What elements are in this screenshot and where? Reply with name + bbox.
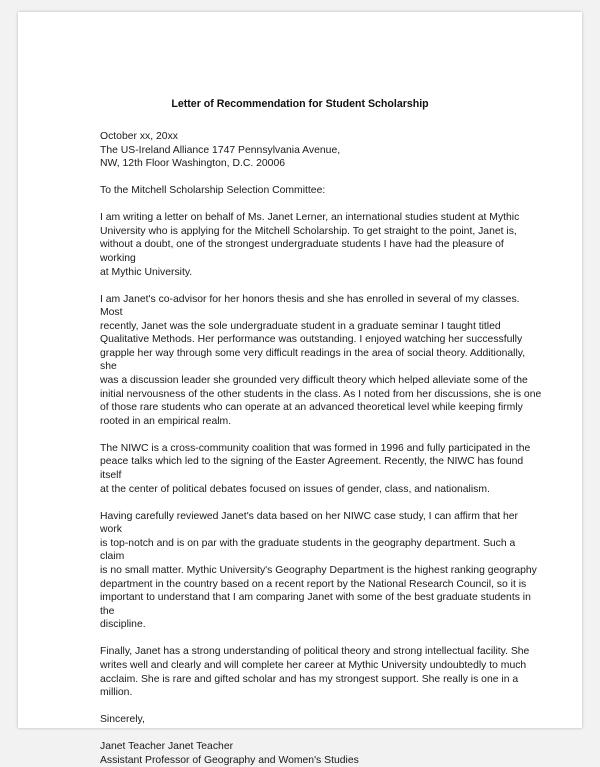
document-page bbox=[18, 12, 582, 766]
letter-body bbox=[100, 96, 542, 767]
text-line: important to understand that I am comparing Janet with some of the best graduate students in the bbox=[100, 592, 531, 617]
paragraph-4 bbox=[100, 510, 542, 632]
text-line: Finally, Janet has a strong understanding of political theory and strong intellectual facility. She bbox=[100, 646, 530, 658]
text-line: Qualitative Methods. Her performance was outstanding. I enjoyed watching her successfully bbox=[100, 334, 523, 346]
text-line: at the center of political debates focused on issues of gender, class, and nationalism. bbox=[100, 483, 490, 495]
paragraph-5 bbox=[100, 645, 542, 699]
text-line: I am Janet's co-advisor for her honors thesis and she has enrolled in several of my classes. Most bbox=[100, 293, 520, 319]
address-block bbox=[100, 130, 542, 171]
text-line: grapple her way through some very difficult readings in the area of social theory. Additionally, she bbox=[100, 347, 526, 373]
signature-name: Janet Teacher Janet Teacher bbox=[100, 741, 234, 753]
text-line: I am writing a letter on behalf of Ms. Janet Lerner, an international studies student at Mythic bbox=[100, 212, 520, 224]
paragraph-3 bbox=[100, 442, 542, 496]
paragraph-1 bbox=[100, 211, 542, 279]
text-line: recently, Janet was the sole undergraduate student in a graduate seminar I taught titled bbox=[100, 320, 501, 332]
text-line: is no small matter. Mythic University's Geography Department is the highest ranking geography bbox=[100, 564, 537, 576]
signature-block bbox=[100, 740, 542, 767]
text-line: is top-notch and is on par with the graduate students in the geography department. Such a claim bbox=[100, 537, 516, 563]
text-line: of those rare students who can operate at an advanced theoretical level while keeping firmly bbox=[100, 402, 523, 414]
text-line: peace talks which led to the signing of the Easter Agreement. Recently, the NIWC has found itself bbox=[100, 456, 524, 482]
address-line: NW, 12th Floor Washington, D.C. 20006 bbox=[100, 158, 286, 170]
letter-title: Letter of Recommendation for Student Scholarship bbox=[171, 98, 429, 110]
text-line: acclaim. She is rare and gifted scholar and has my strongest support. She really is one in a bbox=[100, 673, 519, 685]
text-line: rooted in an empirical realm. bbox=[100, 415, 232, 427]
text-line: discipline. bbox=[100, 619, 146, 631]
text-line: The NIWC is a cross-community coalition that was formed in 1996 and fully participated in the bbox=[100, 442, 531, 454]
salutation: To the Mitchell Scholarship Selection Committee: bbox=[100, 185, 326, 197]
closing: Sincerely, bbox=[100, 714, 145, 726]
text-line: University who is applying for the Mitchell Scholarship. To get straight to the point, Janet is, bbox=[100, 225, 517, 237]
address-line: The US-Ireland Alliance 1747 Pennsylvania Avenue, bbox=[100, 144, 341, 156]
text-line: department in the country based on a recent report by the National Research Council, so it is bbox=[100, 578, 527, 590]
text-line: initial nervousness of the other students in the class. As I noted from her discussions, she is one bbox=[100, 388, 542, 400]
text-line: at Mythic University. bbox=[100, 266, 193, 278]
signature-title: Assistant Professor of Geography and Women's Studies bbox=[100, 754, 359, 766]
text-line: was a discussion leader she grounded very difficult theory which helped alleviate some of the bbox=[100, 375, 528, 387]
text-line: without a doubt, one of the strongest undergraduate students I have had the pleasure of working bbox=[100, 239, 504, 264]
paragraph-2 bbox=[100, 293, 542, 429]
text-line: writes well and clearly and will complete her career at Mythic University undoubtedly to much bbox=[100, 659, 527, 671]
date-line: October xx, 20xx bbox=[100, 131, 178, 142]
text-line: million. bbox=[100, 687, 133, 699]
text-line: Having carefully reviewed Janet's data based on her NIWC case study, I can affirm that her work bbox=[100, 510, 519, 536]
